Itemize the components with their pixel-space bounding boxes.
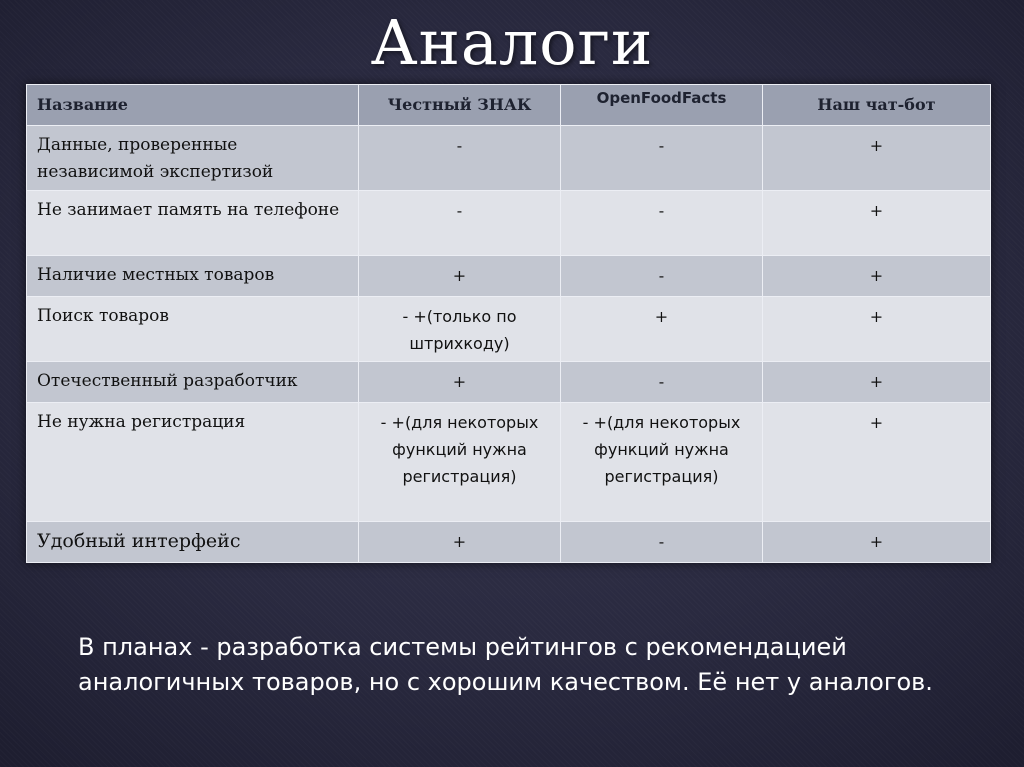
header-chestny-znak: Честный ЗНАК bbox=[359, 85, 561, 126]
header-our-chatbot: Наш чат-бот bbox=[763, 85, 991, 126]
cell-openfoodfacts: - bbox=[561, 191, 763, 256]
row-label: Отечественный разработчик bbox=[27, 362, 359, 403]
cell-chestny-znak: - bbox=[359, 126, 561, 191]
cell-openfoodfacts: + bbox=[561, 297, 763, 362]
cell-openfoodfacts: - bbox=[561, 126, 763, 191]
cell-openfoodfacts: - bbox=[561, 522, 763, 563]
table-row bbox=[27, 297, 991, 362]
cell-chestny-znak: + bbox=[359, 256, 561, 297]
header-openfoodfacts: OpenFoodFacts bbox=[561, 85, 763, 126]
cell-chestny-znak: - +(для некоторых функций нужна регистрация) bbox=[359, 403, 561, 522]
row-label: Поиск товаров bbox=[27, 297, 359, 362]
cell-openfoodfacts: - bbox=[561, 256, 763, 297]
cell-chestny-znak: - +(только по штрихкоду) bbox=[359, 297, 561, 362]
plans-text: В планах - разработка системы рейтингов с рекомендацией аналогичных товаров, но с хорошим качеством. Её нет у аналогов. bbox=[78, 633, 933, 696]
cell-our-chatbot: + bbox=[763, 256, 991, 297]
cell-our-chatbot: + bbox=[763, 522, 991, 563]
row-label: Не занимает память на телефоне bbox=[27, 191, 359, 256]
row-label: Удобный интерфейс bbox=[27, 522, 359, 563]
slide-title: Аналоги bbox=[370, 6, 654, 79]
cell-our-chatbot: + bbox=[763, 191, 991, 256]
table-row bbox=[27, 191, 991, 256]
cell-our-chatbot: + bbox=[763, 403, 991, 522]
table-header-row bbox=[27, 85, 991, 126]
cell-chestny-znak: - bbox=[359, 191, 561, 256]
table-row bbox=[27, 403, 991, 522]
table-row bbox=[27, 522, 991, 563]
cell-chestny-znak: + bbox=[359, 362, 561, 403]
cell-openfoodfacts: - +(для некоторых функций нужна регистрация) bbox=[561, 403, 763, 522]
cell-openfoodfacts: - bbox=[561, 362, 763, 403]
table-row bbox=[27, 256, 991, 297]
table-row bbox=[27, 126, 991, 191]
cell-our-chatbot: + bbox=[763, 297, 991, 362]
header-name: Название bbox=[27, 85, 359, 126]
comparison-table bbox=[26, 84, 991, 563]
table-row bbox=[27, 362, 991, 403]
cell-chestny-znak: + bbox=[359, 522, 561, 563]
row-label: Данные, проверенные независимой экспертизой bbox=[27, 126, 359, 191]
row-label: Не нужна регистрация bbox=[27, 403, 359, 522]
cell-our-chatbot: + bbox=[763, 362, 991, 403]
row-label: Наличие местных товаров bbox=[27, 256, 359, 297]
cell-our-chatbot: + bbox=[763, 126, 991, 191]
